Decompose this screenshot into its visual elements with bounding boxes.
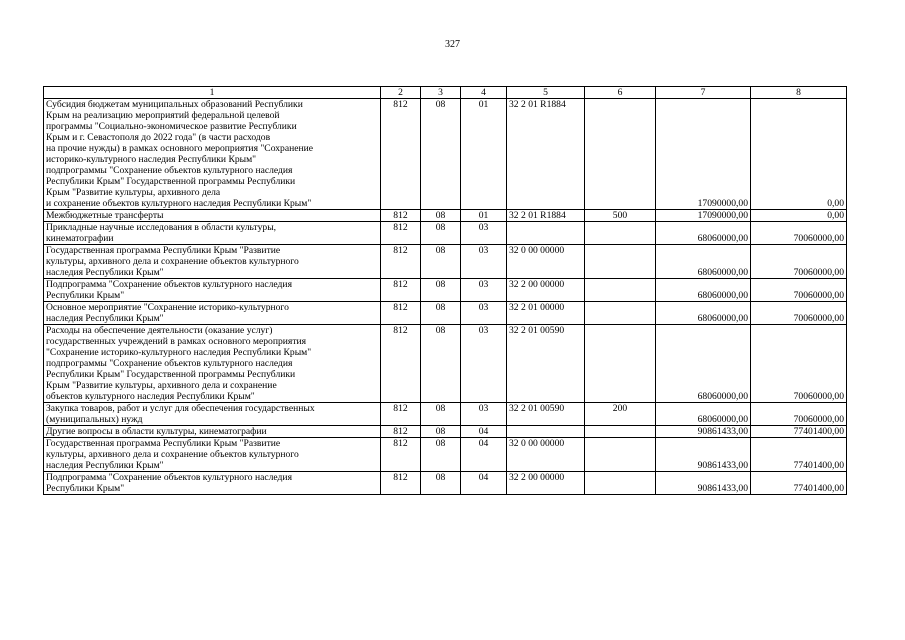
subsection-code: 08 (421, 302, 461, 325)
subsection-code: 08 (421, 210, 461, 222)
page-number: 327 (445, 39, 460, 50)
row-description: Подпрограмма "Сохранение объектов культурного наследия Республики Крым" (44, 472, 381, 495)
section-code: 812 (381, 99, 421, 210)
amount-year-2: 70060000,00 (751, 325, 847, 403)
expense-type (585, 302, 656, 325)
group-code: 03 (461, 302, 507, 325)
expense-type: 500 (585, 210, 656, 222)
table-row (44, 403, 847, 426)
target-article: 32 0 00 00000 (507, 438, 585, 472)
row-description: Прикладные научные исследования в области культуры, кинематографии (44, 222, 381, 245)
target-article: 32 0 00 00000 (507, 245, 585, 279)
subsection-code: 08 (421, 99, 461, 210)
table-row (44, 302, 847, 325)
row-description: Государственная программа Республики Крым "Развитие культуры, архивного дела и сохранение объектов культурного наследия Республики Крым" (44, 438, 381, 472)
section-code: 812 (381, 279, 421, 302)
row-description: Межбюджетные трансферты (44, 210, 381, 222)
budget-table (43, 86, 847, 495)
amount-year-1: 17090000,00 (656, 99, 751, 210)
group-code: 03 (461, 222, 507, 245)
section-code: 812 (381, 325, 421, 403)
column-header: 1 (44, 87, 381, 99)
section-code: 812 (381, 222, 421, 245)
row-description: Расходы на обеспечение деятельности (оказание услуг) государственных учреждений в рамках основного мероприятия "Сохранение историко-культурного наследия Республики Крым" подпрограммы "Сохранение объектов культурного наследия Республики Крым" Государственной программы Республики Крым "Развитие культуры, архивного дела и сохранение объектов культурного наследия Республики Крым" (44, 325, 381, 403)
section-code: 812 (381, 426, 421, 438)
target-article: 32 2 01 00590 (507, 325, 585, 403)
table-row (44, 325, 847, 403)
amount-year-1: 17090000,00 (656, 210, 751, 222)
subsection-code: 08 (421, 279, 461, 302)
column-header: 6 (585, 87, 656, 99)
amount-year-2: 70060000,00 (751, 222, 847, 245)
expense-type: 200 (585, 403, 656, 426)
target-article: 32 2 01 00000 (507, 302, 585, 325)
amount-year-1: 68060000,00 (656, 279, 751, 302)
expense-type (585, 426, 656, 438)
section-code: 812 (381, 210, 421, 222)
expense-type (585, 245, 656, 279)
table-row (44, 99, 847, 210)
table-row (44, 210, 847, 222)
subsection-code: 08 (421, 426, 461, 438)
subsection-code: 08 (421, 325, 461, 403)
table-header-row (44, 87, 847, 99)
amount-year-2: 0,00 (751, 99, 847, 210)
expense-type (585, 279, 656, 302)
table-row (44, 245, 847, 279)
amount-year-1: 68060000,00 (656, 325, 751, 403)
expense-type (585, 325, 656, 403)
column-header: 8 (751, 87, 847, 99)
target-article: 32 2 00 00000 (507, 279, 585, 302)
target-article (507, 426, 585, 438)
table-row (44, 438, 847, 472)
group-code: 03 (461, 403, 507, 426)
section-code: 812 (381, 302, 421, 325)
amount-year-2: 77401400,00 (751, 426, 847, 438)
group-code: 04 (461, 426, 507, 438)
section-code: 812 (381, 438, 421, 472)
amount-year-2: 70060000,00 (751, 302, 847, 325)
table-row (44, 472, 847, 495)
target-article: 32 2 01 00590 (507, 403, 585, 426)
expense-type (585, 222, 656, 245)
amount-year-1: 68060000,00 (656, 403, 751, 426)
group-code: 03 (461, 325, 507, 403)
target-article: 32 2 01 R1884 (507, 99, 585, 210)
section-code: 812 (381, 472, 421, 495)
column-header: 4 (461, 87, 507, 99)
target-article (507, 222, 585, 245)
row-description: Основное мероприятие "Сохранение историко-культурного наследия Республики Крым" (44, 302, 381, 325)
column-header: 3 (421, 87, 461, 99)
amount-year-1: 90861433,00 (656, 438, 751, 472)
column-header: 5 (507, 87, 585, 99)
group-code: 01 (461, 210, 507, 222)
group-code: 04 (461, 472, 507, 495)
table-row (44, 222, 847, 245)
group-code: 04 (461, 438, 507, 472)
group-code: 03 (461, 279, 507, 302)
amount-year-1: 68060000,00 (656, 245, 751, 279)
expense-type (585, 438, 656, 472)
subsection-code: 08 (421, 245, 461, 279)
table-row (44, 426, 847, 438)
amount-year-1: 68060000,00 (656, 302, 751, 325)
group-code: 03 (461, 245, 507, 279)
subsection-code: 08 (421, 403, 461, 426)
subsection-code: 08 (421, 438, 461, 472)
amount-year-2: 70060000,00 (751, 279, 847, 302)
subsection-code: 08 (421, 472, 461, 495)
target-article: 32 2 00 00000 (507, 472, 585, 495)
amount-year-1: 90861433,00 (656, 426, 751, 438)
row-description: Субсидия бюджетам муниципальных образований Республики Крым на реализацию мероприятий федеральной целевой программы "Социально-экономическое развитие Республики Крым и г. Севастополя до 2022 года" (в части расходов на прочие нужды) в рамках основного мероприятия "Сохранение историко-культурного наследия Республики Крым" подпрограммы "Сохранение объектов культурного наследия Республики Крым" Государственной программы Республики Крым "Развитие культуры, архивного дела и сохранение объектов культурного наследия Республики Крым" (44, 99, 381, 210)
target-article: 32 2 01 R1884 (507, 210, 585, 222)
section-code: 812 (381, 403, 421, 426)
row-description: Государственная программа Республики Крым "Развитие культуры, архивного дела и сохранение объектов культурного наследия Республики Крым" (44, 245, 381, 279)
amount-year-1: 68060000,00 (656, 222, 751, 245)
amount-year-2: 70060000,00 (751, 403, 847, 426)
column-header: 2 (381, 87, 421, 99)
amount-year-2: 77401400,00 (751, 472, 847, 495)
row-description: Закупка товаров, работ и услуг для обеспечения государственных (муниципальных) нужд (44, 403, 381, 426)
amount-year-2: 77401400,00 (751, 438, 847, 472)
row-description: Другие вопросы в области культуры, кинематографии (44, 426, 381, 438)
column-header: 7 (656, 87, 751, 99)
group-code: 01 (461, 99, 507, 210)
expense-type (585, 472, 656, 495)
subsection-code: 08 (421, 222, 461, 245)
table-row (44, 279, 847, 302)
section-code: 812 (381, 245, 421, 279)
amount-year-1: 90861433,00 (656, 472, 751, 495)
amount-year-2: 70060000,00 (751, 245, 847, 279)
expense-type (585, 99, 656, 210)
row-description: Подпрограмма "Сохранение объектов культурного наследия Республики Крым" (44, 279, 381, 302)
amount-year-2: 0,00 (751, 210, 847, 222)
